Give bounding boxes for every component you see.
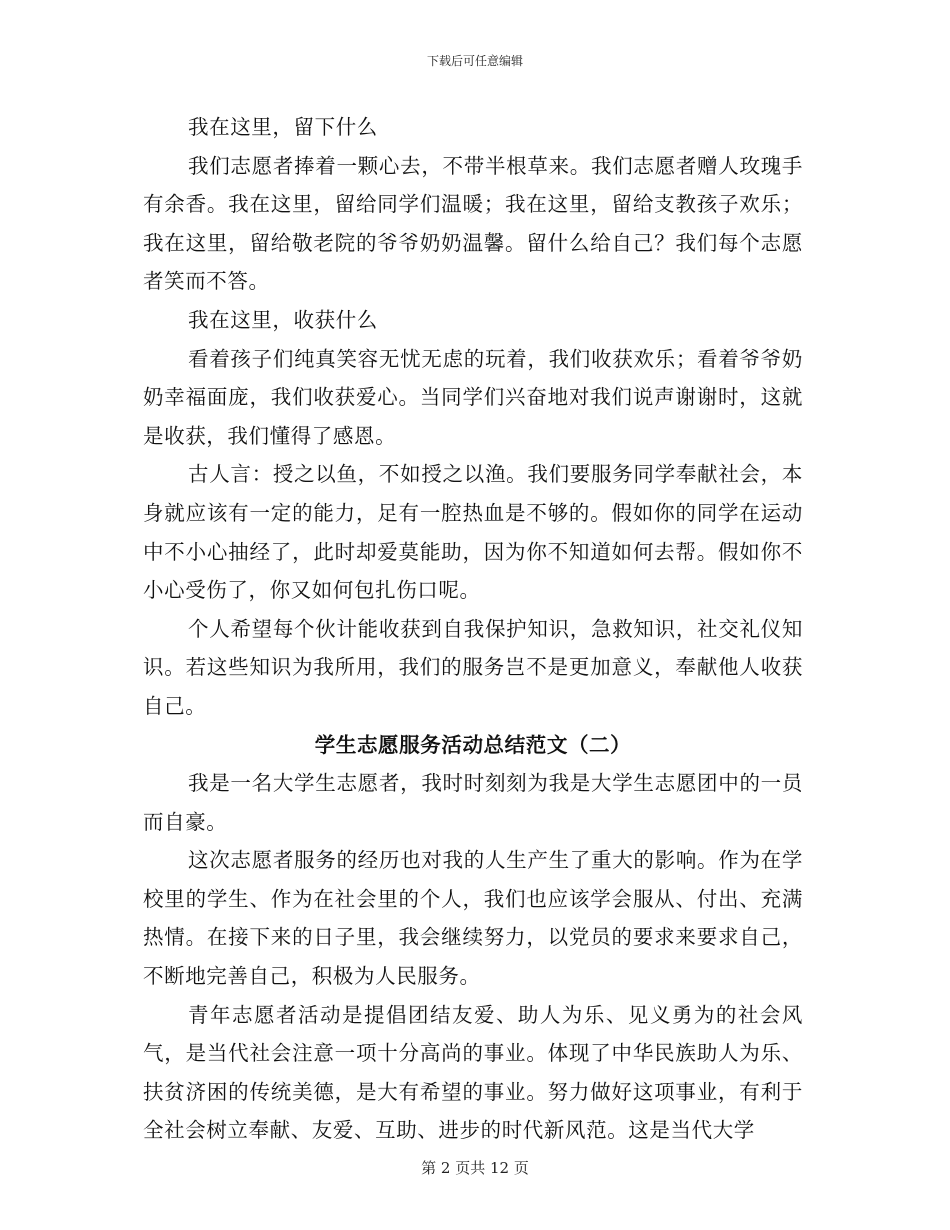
paragraph: 个人希望每个伙计能收获到自我保护知识，急救知识，社交礼仪知识。若这些知识为我所用，我们的服务岂不是更加意义，奉献他人收获自己。: [143, 616, 803, 718]
paragraph: 我们志愿者捧着一颗心去，不带半根草来。我们志愿者赠人玫瑰手有余香。我在这里，留给同学们温暖；我在这里，留给支教孩子欢乐；我在这里，留给敬老院的爷爷奶奶温馨。留什么给自己？我们每个志愿者笑而不答。: [143, 153, 803, 294]
page-number-footer: 第 2 页共 12 页: [421, 1159, 529, 1177]
subheading-gain: 我在这里，收获什么: [188, 307, 378, 332]
paragraph: 看着孩子们纯真笑容无忧无虑的玩着，我们收获欢乐；看着爷爷奶奶幸福面庞，我们收获爱心。当同学们兴奋地对我们说声谢谢时，这就是收获，我们懂得了感恩。: [143, 346, 803, 448]
document-body: [143, 108, 803, 1150]
paragraph: 我是一名大学生志愿者，我时时刻刻为我是大学生志愿团中的一员而自豪。: [143, 771, 803, 834]
paragraph: 这次志愿者服务的经历也对我的人生产生了重大的影响。作为在学校里的学生、作为在社会里的个人，我们也应该学会服从、付出、充满热情。在接下来的日子里，我会继续努力，以党员的要求来要求自己，不断地完善自己，积极为人民服务。: [143, 848, 803, 989]
section-title: 学生志愿服务活动总结范文（二）: [314, 732, 632, 757]
subheading-leave: 我在这里，留下什么: [188, 115, 378, 139]
paragraph: 古人言：授之以鱼，不如授之以渔。我们要服务同学奉献社会，本身就应该有一定的能力，足有一腔热血是不够的。假如你的同学在运动中不小心抽经了，此时却爱莫能助，因为你不知道如何去帮。假如你不小心受伤了，你又如何包扎伤口呢。: [143, 462, 803, 603]
page-header: 下载后可任意编辑: [426, 54, 523, 68]
paragraph: 青年志愿者活动是提倡团结友爱、助人为乐、见义勇为的社会风气，是当代社会注意一项十分高尚的事业。体现了中华民族助人为乐、扶贫济困的传统美德，是大有希望的事业。努力做好这项事业，有利于全社会树立奉献、友爱、互助、进步的时代新风范。这是当代大学: [143, 1002, 803, 1143]
